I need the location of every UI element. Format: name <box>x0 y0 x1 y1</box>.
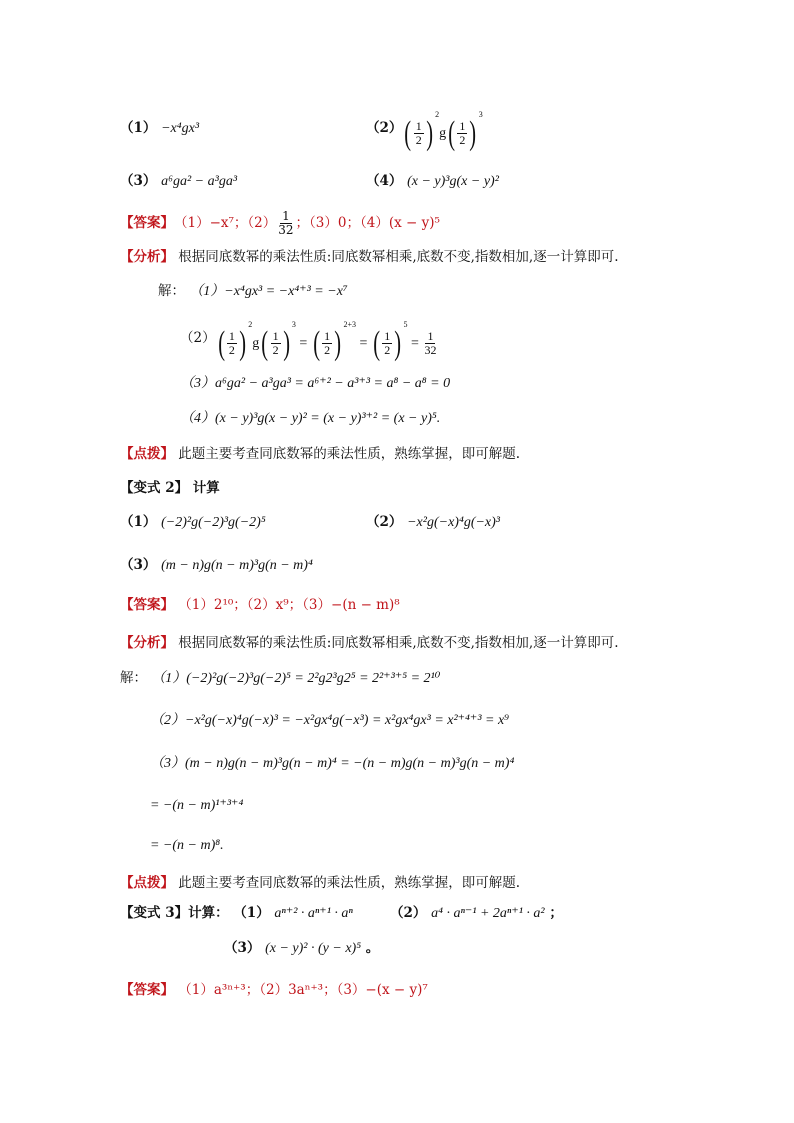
solution-line: （3）(m − n)g(n − m)³g(n − m)⁴ = −(n − m)g(n − m)³g(n − m)⁴ <box>150 756 515 771</box>
answer-text: （1）−x⁷；（2） <box>174 215 277 231</box>
problem-number: （3） <box>120 173 157 189</box>
solution-line: （3）a⁶ga² − a³ga³ = a⁶⁺² − a³⁺³ = a⁸ − a⁸ = 0 <box>180 376 451 391</box>
ex1-problem-3 <box>120 171 237 192</box>
problem-number: （1） <box>120 514 157 530</box>
problem-number: （2） <box>390 905 427 921</box>
ex3-problem-3: （3） (x − y)² · (y − x)⁵ 。 <box>224 940 380 956</box>
ex3-title: 【变式 3】计算： <box>120 905 229 921</box>
solution-number: （2） <box>180 330 216 346</box>
ex3-line-1 <box>120 903 353 924</box>
analysis-text: 根据同底数幂的乘法性质:同底数幂相乘,底数不变,指数相加,逐一计算即可. <box>178 249 619 265</box>
ex1-solution-4 <box>180 408 440 429</box>
solution-line: = −(n − m)⁸. <box>150 838 224 853</box>
problem-number: （3） <box>224 940 261 956</box>
ex2-solution-3 <box>150 753 514 774</box>
ex2-problem-3 <box>120 555 313 576</box>
problem-number: （1） <box>233 905 270 921</box>
expression: a⁴ · aⁿ⁻¹ + 2aⁿ⁺¹ · a² <box>431 906 545 921</box>
ex1-solution-2 <box>180 318 438 362</box>
ex1-solution-3 <box>180 373 450 394</box>
solution-line: （2）−x²g(−x)⁴g(−x)³ = −x²gx⁴g(−x³) = x²gx⁴gx³ = x²⁺⁴⁺³ = x⁹ <box>150 713 510 728</box>
ex1-solution-1 <box>158 281 348 302</box>
expression: ( $\frac{1}{2}$ )$^2$g( $\frac{1}{2}$ )$^3$ <box>404 110 483 152</box>
answer-text: （1）2¹⁰；（2）x⁹；（3）−(n − m)⁸ <box>178 597 400 613</box>
ex2-solution-3b <box>150 795 243 816</box>
ex2-problem-2 <box>366 512 500 533</box>
ex3-answer <box>120 980 428 1000</box>
ex1-problem-1 <box>120 118 199 139</box>
ex2-solution-2 <box>150 710 509 731</box>
ex2-answer <box>120 595 400 615</box>
solution-label: 解： <box>120 670 147 686</box>
problem-number: （1） <box>120 120 157 136</box>
expression: (x − y)² · (y − x)⁵ <box>265 941 362 956</box>
tip-text: 此题主要考查同底数幂的乘法性质，熟练掌握，即可解题. <box>178 875 521 891</box>
tip-label: 【点拨】 <box>120 875 174 891</box>
expression: (x − y)³g(x − y)² <box>407 174 499 189</box>
ex2-solution-3c <box>150 835 224 856</box>
tip-label: 【点拨】 <box>120 446 174 462</box>
expression: (−2)²g(−2)³g(−2)⁵ <box>161 515 266 530</box>
ex2-solution-1 <box>120 668 440 689</box>
problem-number: （2） <box>366 120 403 136</box>
ex2-problem-1 <box>120 512 266 533</box>
answer-fraction: $\frac{1}{32}$ <box>278 208 294 237</box>
analysis-label: 【分析】 <box>120 249 174 265</box>
answer-text: （1）a³ⁿ⁺³；（2）3aⁿ⁺³；（3）−(x − y)⁷ <box>178 982 428 998</box>
solution-line: ( $\frac{1}{2}$ )$^2$g( $\frac{1}{2}$ )$^3$ = ( $\frac{1}{2}$ )$^{2+3}$ = ( $\frac{1}{2}$ )$^5$ = $\frac{1}{32}$ <box>217 320 437 362</box>
ex1-problem-4 <box>366 171 499 192</box>
problem-number: （4） <box>366 173 403 189</box>
problem-number: （2） <box>366 514 403 530</box>
solution-label: 解： <box>158 283 185 299</box>
expression: −x⁴gx³ <box>161 121 200 136</box>
solution-line: （1）−x⁴gx³ = −x⁴⁺³ = −x⁷ <box>189 284 348 299</box>
solution-line: （1）(−2)²g(−2)³g(−2)⁵ = 2²g2³g2⁵ = 2²⁺³⁺⁵ = 2¹⁰ <box>151 671 441 686</box>
ex3-problem-2: （2） a⁴ · aⁿ⁻¹ + 2aⁿ⁺¹ · a² ； <box>390 905 563 921</box>
expression: −x²g(−x)⁴g(−x)³ <box>407 515 501 530</box>
solution-line: （4）(x − y)³g(x − y)² = (x − y)³⁺² = (x − y)⁵. <box>180 411 441 426</box>
analysis-label: 【分析】 <box>120 635 174 651</box>
tip-text: 此题主要考查同底数幂的乘法性质，熟练掌握，即可解题. <box>178 446 521 462</box>
solution-line: = −(n − m)¹⁺³⁺⁴ <box>150 798 244 813</box>
ex1-problem-2 <box>366 108 483 152</box>
answer-label: 【答案】 <box>120 982 174 998</box>
expression: (m − n)g(n − m)³g(n − m)⁴ <box>161 558 313 573</box>
ex2-analysis <box>120 633 619 653</box>
expression: aⁿ⁺² · aⁿ⁺¹ · aⁿ <box>274 906 353 921</box>
analysis-text: 根据同底数幂的乘法性质:同底数幂相乘,底数不变,指数相加,逐一计算即可. <box>178 635 619 651</box>
problem-number: （3） <box>120 557 157 573</box>
answer-text-tail: ；（3）0；（4）(x − y)⁵ <box>295 215 440 231</box>
ex2-title: 【变式 2】 计算 <box>120 480 220 496</box>
expression: a⁶ga² − a³ga³ <box>161 174 238 189</box>
ex2-tip <box>120 873 520 893</box>
answer-label: 【答案】 <box>120 215 174 231</box>
answer-label: 【答案】 <box>120 597 174 613</box>
ex1-answer <box>120 206 440 240</box>
ex1-analysis <box>120 247 619 267</box>
ex1-tip <box>120 444 520 464</box>
